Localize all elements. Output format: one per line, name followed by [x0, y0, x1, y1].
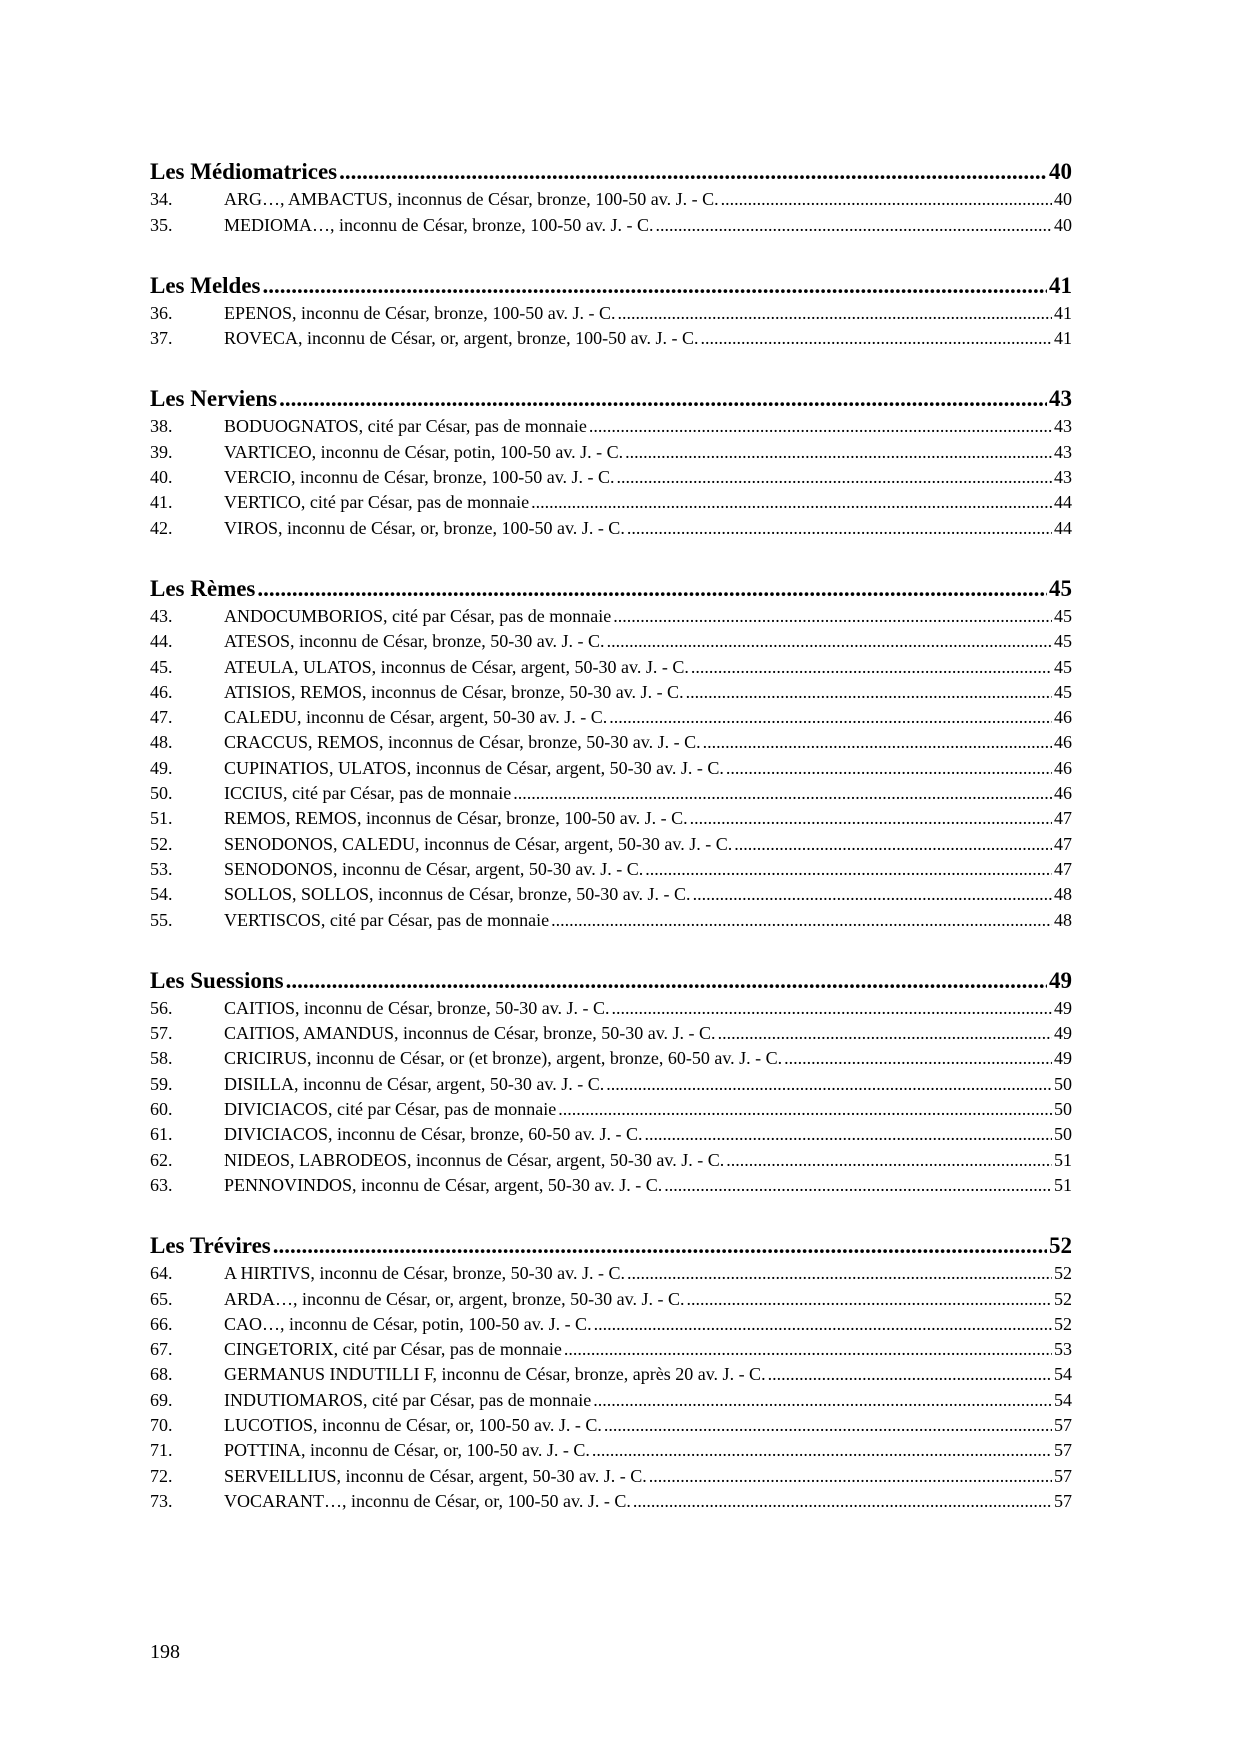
dot-leader — [618, 303, 1052, 324]
entry-title: CINGETORIX, cité par César, pas de monnaie — [224, 1339, 562, 1360]
entry-title: CRICIRUS, inconnu de César, or (et bronze), argent, bronze, 60-50 av. J. - C. — [224, 1048, 783, 1069]
page-number: 198 — [150, 1641, 180, 1663]
toc-entry[interactable] — [150, 1171, 1072, 1196]
toc-entry[interactable] — [150, 1044, 1072, 1069]
dot-leader — [564, 1339, 1052, 1360]
section-title: Les Nerviens — [150, 386, 278, 412]
toc-section — [150, 152, 1072, 236]
entry-number: 37. — [150, 328, 173, 349]
entry-number: 62. — [150, 1149, 173, 1170]
entry-title: CALEDU, inconnu de César, argent, 50-30 av. J. - C. — [224, 707, 608, 728]
dot-leader — [726, 758, 1052, 779]
toc-entry[interactable] — [150, 185, 1072, 210]
toc-entry[interactable] — [150, 1284, 1072, 1309]
toc-section — [150, 266, 1072, 350]
entry-title: ATISIOS, REMOS, inconnus de César, bronze, 50-30 av. J. - C. — [224, 681, 684, 702]
entry-page-number: 43 — [1054, 467, 1072, 488]
entry-title: EPENOS, inconnu de César, bronze, 100-50 av. J. - C. — [224, 302, 616, 323]
entry-title: ANDOCUMBORIOS, cité par César, pas de monnaie — [224, 605, 612, 626]
entry-page-number: 49 — [1054, 997, 1072, 1018]
section-heading[interactable] — [150, 569, 1072, 602]
dot-leader — [593, 1390, 1052, 1411]
entry-title: CAITIOS, AMANDUS, inconnus de César, bronze, 50-30 av. J. - C. — [224, 1023, 716, 1044]
toc-entry[interactable] — [150, 880, 1072, 905]
section-heading[interactable] — [150, 379, 1072, 412]
dot-leader — [263, 273, 1047, 299]
entry-title: A HIRTIVS, inconnu de César, bronze, 50-30 av. J. - C. — [224, 1263, 625, 1284]
toc-entry[interactable] — [150, 804, 1072, 829]
toc-entry[interactable] — [150, 1436, 1072, 1461]
toc-entry[interactable] — [150, 652, 1072, 677]
section-page-number: 43 — [1049, 386, 1072, 412]
dot-leader — [273, 1233, 1047, 1259]
toc-entry[interactable] — [150, 829, 1072, 854]
section-heading[interactable] — [150, 266, 1072, 299]
entry-title: VARTICEO, inconnu de César, potin, 100-50 av. J. - C. — [224, 441, 624, 462]
section-page-number: 45 — [1049, 575, 1072, 601]
entry-number: 73. — [150, 1490, 173, 1511]
entry-number: 71. — [150, 1440, 173, 1461]
entry-title: SENODONOS, CALEDU, inconnus de César, argent, 50-30 av. J. - C. — [224, 833, 733, 854]
entry-number: 60. — [150, 1099, 173, 1120]
entry-title: ATESOS, inconnu de César, bronze, 50-30 av. J. - C. — [224, 631, 605, 652]
entry-title: GERMANUS INDUTILLI F, inconnu de César, bronze, après 20 av. J. - C. — [224, 1364, 766, 1385]
entry-page-number: 57 — [1054, 1440, 1072, 1461]
dot-leader — [592, 1440, 1052, 1461]
entry-title: ARG…, AMBACTUS, inconnus de César, bronze, 100-50 av. J. - C. — [224, 189, 719, 210]
entry-page-number: 49 — [1054, 1048, 1072, 1069]
entry-number: 40. — [150, 467, 173, 488]
toc-entry[interactable] — [150, 1310, 1072, 1335]
entry-number: 69. — [150, 1389, 173, 1410]
entry-title: PENNOVINDOS, inconnu de César, argent, 50-30 av. J. - C. — [224, 1174, 663, 1195]
entry-page-number: 45 — [1054, 656, 1072, 677]
dot-leader — [686, 1289, 1052, 1310]
entry-number: 58. — [150, 1048, 173, 1069]
toc-entry[interactable] — [150, 703, 1072, 728]
toc-entry[interactable] — [150, 1069, 1072, 1094]
toc-entry[interactable] — [150, 1487, 1072, 1512]
dot-leader — [339, 159, 1047, 185]
toc-entry[interactable] — [150, 513, 1072, 538]
entry-title: VOCARANT…, inconnu de César, or, 100-50 av. J. - C. — [224, 1490, 631, 1511]
entry-page-number: 54 — [1054, 1364, 1072, 1385]
entry-title: DISILLA, inconnu de César, argent, 50-30 av. J. - C. — [224, 1073, 605, 1094]
toc-entry[interactable] — [150, 463, 1072, 488]
dot-leader — [690, 808, 1052, 829]
dot-leader — [703, 732, 1052, 753]
dot-leader — [649, 1466, 1052, 1487]
entry-number: 48. — [150, 732, 173, 753]
entry-page-number: 47 — [1054, 808, 1072, 829]
dot-leader — [531, 492, 1052, 513]
entry-page-number: 43 — [1054, 416, 1072, 437]
entry-title: VIROS, inconnu de César, or, bronze, 100-50 av. J. - C. — [224, 517, 625, 538]
entry-number: 68. — [150, 1364, 173, 1385]
entry-number: 45. — [150, 656, 173, 677]
entry-page-number: 41 — [1054, 302, 1072, 323]
toc-entry[interactable] — [150, 412, 1072, 437]
toc-entry[interactable] — [150, 1095, 1072, 1120]
dot-leader — [257, 576, 1047, 602]
toc-entry[interactable] — [150, 753, 1072, 778]
dot-leader — [726, 1150, 1052, 1171]
dot-leader — [279, 386, 1047, 412]
entry-page-number: 46 — [1054, 757, 1072, 778]
toc-entry[interactable] — [150, 905, 1072, 930]
dot-leader — [664, 1175, 1052, 1196]
dot-leader — [625, 442, 1052, 463]
dot-leader — [609, 707, 1052, 728]
entry-title: NIDEOS, LABRODEOS, inconnus de César, argent, 50-30 av. J. - C. — [224, 1149, 725, 1170]
entry-page-number: 40 — [1054, 214, 1072, 235]
entry-title: VERTISCOS, cité par César, pas de monnaie — [224, 909, 550, 930]
entry-number: 64. — [150, 1263, 173, 1284]
entry-number: 34. — [150, 189, 173, 210]
entry-page-number: 57 — [1054, 1465, 1072, 1486]
entry-title: ARDA…, inconnu de César, or, argent, bronze, 50-30 av. J. - C. — [224, 1288, 685, 1309]
toc-entry[interactable] — [150, 488, 1072, 513]
entry-title: CRACCUS, REMOS, inconnus de César, bronze, 50-30 av. J. - C. — [224, 732, 701, 753]
section-page-number: 52 — [1049, 1232, 1072, 1258]
entry-title: INDUTIOMAROS, cité par César, pas de monnaie — [224, 1389, 592, 1410]
entry-number: 55. — [150, 909, 173, 930]
entry-number: 56. — [150, 997, 173, 1018]
entry-page-number: 50 — [1054, 1073, 1072, 1094]
dot-leader — [693, 884, 1052, 905]
entry-number: 44. — [150, 631, 173, 652]
entry-number: 67. — [150, 1339, 173, 1360]
entry-title: BODUOGNATOS, cité par César, pas de monnaie — [224, 416, 587, 437]
entry-title: SENODONOS, inconnu de César, argent, 50-30 av. J. - C. — [224, 858, 644, 879]
toc-entry[interactable] — [150, 210, 1072, 235]
section-heading[interactable] — [150, 152, 1072, 185]
entry-page-number: 48 — [1054, 884, 1072, 905]
entry-page-number: 40 — [1054, 189, 1072, 210]
section-heading[interactable] — [150, 961, 1072, 994]
toc-entry[interactable] — [150, 1120, 1072, 1145]
entry-number: 39. — [150, 441, 173, 462]
entry-title: CUPINATIOS, ULATOS, inconnus de César, argent, 50-30 av. J. - C. — [224, 757, 724, 778]
entry-page-number: 52 — [1054, 1313, 1072, 1334]
toc-entry[interactable] — [150, 1019, 1072, 1044]
entry-number: 52. — [150, 833, 173, 854]
toc-entry[interactable] — [150, 779, 1072, 804]
entry-page-number: 52 — [1054, 1288, 1072, 1309]
entry-number: 36. — [150, 302, 173, 323]
entry-number: 35. — [150, 214, 173, 235]
entry-title: VERTICO, cité par César, pas de monnaie — [224, 492, 530, 513]
dot-leader — [551, 910, 1052, 931]
toc-entry[interactable] — [150, 1411, 1072, 1436]
entry-title: VERCIO, inconnu de César, bronze, 100-50 av. J. - C. — [224, 467, 615, 488]
entry-title: REMOS, REMOS, inconnus de César, bronze, 100-50 av. J. - C. — [224, 808, 688, 829]
toc-section — [150, 961, 1072, 1196]
dot-leader — [558, 1099, 1052, 1120]
dot-leader — [513, 783, 1052, 804]
dot-leader — [286, 968, 1047, 994]
entry-number: 54. — [150, 884, 173, 905]
entry-page-number: 54 — [1054, 1389, 1072, 1410]
section-title: Les Trévires — [150, 1232, 271, 1258]
toc-entry[interactable] — [150, 994, 1072, 1019]
entry-title: LUCOTIOS, inconnu de César, or, 100-50 av. J. - C. — [224, 1414, 602, 1435]
entry-page-number: 44 — [1054, 492, 1072, 513]
entry-page-number: 45 — [1054, 681, 1072, 702]
toc-entry[interactable] — [150, 299, 1072, 324]
section-title: Les Suessions — [150, 967, 284, 993]
entry-title: POTTINA, inconnu de César, or, 100-50 av. J. - C. — [224, 1440, 590, 1461]
toc-entry[interactable] — [150, 324, 1072, 349]
toc-entry[interactable] — [150, 1335, 1072, 1360]
dot-leader — [721, 189, 1052, 210]
dot-leader — [627, 518, 1052, 539]
dot-leader — [627, 1263, 1052, 1284]
section-page-number: 40 — [1049, 159, 1072, 184]
dot-leader — [606, 1074, 1052, 1095]
entry-number: 63. — [150, 1174, 173, 1195]
entry-page-number: 53 — [1054, 1339, 1072, 1360]
entry-number: 53. — [150, 858, 173, 879]
entry-number: 51. — [150, 808, 173, 829]
entry-number: 59. — [150, 1073, 173, 1094]
entry-title: CAO…, inconnu de César, potin, 100-50 av. J. - C. — [224, 1313, 592, 1334]
toc-entry[interactable] — [150, 855, 1072, 880]
dot-leader — [718, 1023, 1052, 1044]
dot-leader — [613, 606, 1052, 627]
entry-page-number: 50 — [1054, 1124, 1072, 1145]
entry-number: 41. — [150, 492, 173, 513]
entry-number: 61. — [150, 1124, 173, 1145]
entry-page-number: 51 — [1054, 1149, 1072, 1170]
toc-section — [150, 569, 1072, 931]
toc-entry[interactable] — [150, 437, 1072, 462]
toc-entry[interactable] — [150, 1259, 1072, 1284]
toc-entry[interactable] — [150, 602, 1072, 627]
entry-title: DIVICIACOS, cité par César, pas de monnaie — [224, 1099, 557, 1120]
entry-title: SOLLOS, SOLLOS, inconnus de César, bronze, 50-30 av. J. - C. — [224, 884, 691, 905]
toc-section — [150, 379, 1072, 538]
entry-number: 50. — [150, 783, 173, 804]
toc-entry[interactable] — [150, 1145, 1072, 1170]
section-title: Les Meldes — [150, 272, 261, 298]
dot-leader — [594, 1314, 1052, 1335]
entry-number: 43. — [150, 605, 173, 626]
entry-page-number: 48 — [1054, 909, 1072, 930]
dot-leader — [607, 631, 1052, 652]
entry-page-number: 45 — [1054, 605, 1072, 626]
entry-number: 72. — [150, 1465, 173, 1486]
dot-leader — [645, 1124, 1052, 1145]
toc-entry[interactable] — [150, 1461, 1072, 1486]
dot-leader — [617, 467, 1052, 488]
toc-entry[interactable] — [150, 1360, 1072, 1385]
toc-entry[interactable] — [150, 1385, 1072, 1410]
entry-page-number: 41 — [1054, 328, 1072, 349]
entry-page-number: 43 — [1054, 441, 1072, 462]
entry-number: 46. — [150, 681, 173, 702]
toc-section — [150, 1226, 1072, 1512]
entry-page-number: 49 — [1054, 1023, 1072, 1044]
dot-leader — [604, 1415, 1052, 1436]
dot-leader — [691, 657, 1052, 678]
entry-number: 47. — [150, 707, 173, 728]
entry-title: SERVEILLIUS, inconnu de César, argent, 50-30 av. J. - C. — [224, 1465, 647, 1486]
entry-page-number: 44 — [1054, 517, 1072, 538]
entry-page-number: 57 — [1054, 1490, 1072, 1511]
entry-title: DIVICIACOS, inconnu de César, bronze, 60-50 av. J. - C. — [224, 1124, 643, 1145]
entry-title: ICCIUS, cité par César, pas de monnaie — [224, 783, 512, 804]
entry-page-number: 46 — [1054, 732, 1072, 753]
entry-number: 66. — [150, 1313, 173, 1334]
table-of-contents — [150, 152, 1072, 1542]
dot-leader — [700, 328, 1052, 349]
entry-number: 38. — [150, 416, 173, 437]
entry-page-number: 47 — [1054, 833, 1072, 854]
section-title: Les Rèmes — [150, 575, 256, 601]
entry-number: 65. — [150, 1288, 173, 1309]
entry-title: ROVECA, inconnu de César, or, argent, bronze, 100-50 av. J. - C. — [224, 328, 699, 349]
dot-leader — [645, 859, 1052, 880]
section-page-number: 41 — [1049, 272, 1072, 298]
toc-entry[interactable] — [150, 728, 1072, 753]
entry-page-number: 52 — [1054, 1263, 1072, 1284]
section-title: Les Médiomatrices — [150, 159, 338, 184]
toc-entry[interactable] — [150, 678, 1072, 703]
entry-page-number: 46 — [1054, 707, 1072, 728]
dot-leader — [633, 1491, 1052, 1512]
dot-leader — [686, 682, 1052, 703]
entry-title: MEDIOMA…, inconnu de César, bronze, 100-50 av. J. - C. — [224, 214, 654, 235]
entry-page-number: 50 — [1054, 1099, 1072, 1120]
entry-page-number: 51 — [1054, 1174, 1072, 1195]
entry-page-number: 47 — [1054, 858, 1072, 879]
dot-leader — [784, 1048, 1052, 1069]
entry-number: 49. — [150, 757, 173, 778]
section-page-number: 49 — [1049, 967, 1072, 993]
dot-leader — [734, 834, 1052, 855]
entry-number: 57. — [150, 1023, 173, 1044]
dot-leader — [612, 998, 1052, 1019]
entry-page-number: 46 — [1054, 783, 1072, 804]
entry-title: ATEULA, ULATOS, inconnus de César, argent, 50-30 av. J. - C. — [224, 656, 689, 677]
entry-title: CAITIOS, inconnu de César, bronze, 50-30 av. J. - C. — [224, 997, 610, 1018]
dot-leader — [656, 215, 1052, 236]
dot-leader — [768, 1364, 1052, 1385]
section-heading[interactable] — [150, 1226, 1072, 1259]
entry-number: 70. — [150, 1414, 173, 1435]
entry-page-number: 45 — [1054, 631, 1072, 652]
toc-entry[interactable] — [150, 627, 1072, 652]
dot-leader — [589, 416, 1052, 437]
entry-page-number: 57 — [1054, 1414, 1072, 1435]
entry-number: 42. — [150, 517, 173, 538]
